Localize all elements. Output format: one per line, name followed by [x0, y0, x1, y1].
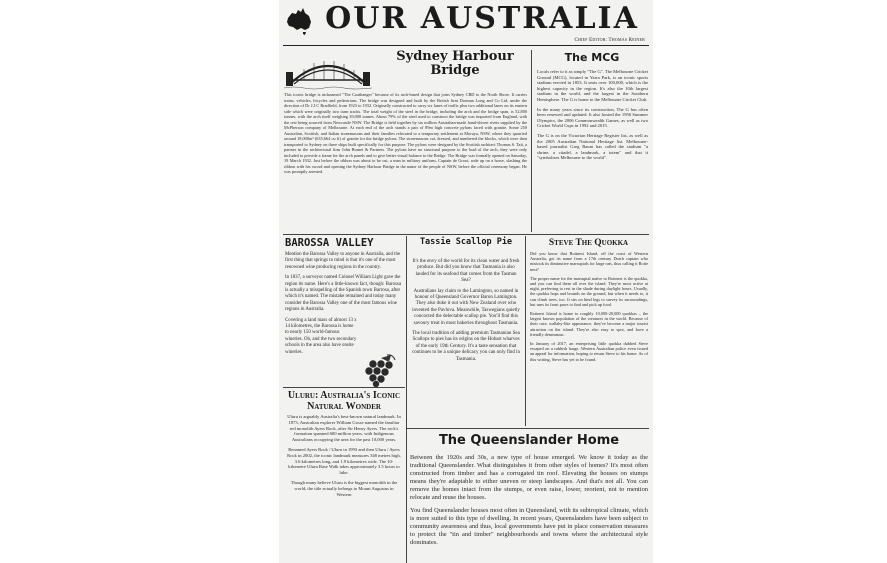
uluru-paragraph: Uluru is arguably Australia's best-known natural landmark. In 1873, Australian explorer William Gosse named the familiar red monolith Ayers Rock, after Sir Henry Ayers. The rock's formation spanned 600 million years, with Indigenous Australians occupying the area for the past 10,000 years. — [287, 414, 401, 443]
barossa-headline: BAROSSA VALLEY — [285, 237, 374, 249]
scallop-pie-paragraph: The local tradition of adding premium Tasmanian Sea Scallops to pies has its origins on the Hobart wharves of the early 19th Century. It's a taste sensation that continues to be a unique delicacy you can only find in Tasmania. — [411, 331, 521, 362]
bridge-paragraph: This iconic bridge is nicknamed "The Coathanger" because of its arch-based design that joins Sydney CBD to the North Shore. It carries trains, vehicles, bicycles and pedestrians. The bridge was designed and built by the British firm Dorman Long and Co Ltd, under the direction of Dr J.J.C Bradfield, from 1923 to 1932. Originally constructed to carry six lanes of traffic plus two additional lanes on its eastern side which were originally two tram tracks. The total weight of the steel in the bridge, including the arch and the bridge span, is 52,800 tonnes, with the arch itself weighing 39,000 tonnes. About 79% of the steel used to construct the bridge was imported from England, with the rest being sourced from Newcastle NSW. The Bridge is held together by six million Australian-made hand-driven rivets supplied by the McPherson company of Melbourne. At each end of the arch stands a pair of 89m high concrete pylons faced with granite. Some 250 Australian, Scottish, and Italian stonemasons and their families relocated to a temporary settlement at Moruya, NSW, where they quarried around 18,000m³ (635,664 cu ft) of granite for the bridge pylons. The stonemasons cut, dressed, and numbered the blocks, which were then transported to Sydney on three ships built specifically for this purpose. The pylons were designed by the Scottish architect Thomas S. Tait, a partner in the architectural firm John Burnet & Partners. The pylons have no structural purpose to the load of the arch, they were only included to provide a frame for the arch panels and to give better visual balance to the Bridge. The Bridge was formally opened on Saturday, 19 March 1932. Just before the ribbon was about to be cut, a man in military uniform, Captain de Groot, rode up on a horse, slashing the ribbon with his sword and opening the Sydney Harbour Bridge in the name of the people of NSW, before the official ceremony began. He was promptly arrested. — [284, 92, 527, 174]
scallop-pie-article-body — [411, 259, 521, 367]
quokka-paragraph: Did you know that Rottnest Island, off the coast of Western Australia, got its name from a 17th century Dutch captain who mistook its diminutive marsupials for large rats, thus calling it Rotte nest? — [530, 251, 648, 272]
quokka-article-body — [530, 251, 648, 366]
mcg-headline: The MCG — [564, 51, 620, 64]
queenslander-paragraph: Between the 1920s and 30s, a new type of house emerged. We know it today as the traditional Queenslander. What distinguishes it from other styles of homes? It's most often constructed from timber and has a corrugated tin roof. Elevating the houses on stumps means they're adaptable to either uneven or steep landscapes. And that's not all. You can remove the homes intact from the stumps, or even raise, lower, reorient, not to mention relocate and reuse the houses. — [410, 454, 648, 501]
quokka-paragraph: Rottnest Island is home to roughly 10,000-20,000 quokkas – the largest known population of the creatures in the world. Because of their cute, wallaby-like appearance, they've become a major tourist attraction on the island. They're also easy to spot, and have a friendly demeanour. — [530, 311, 648, 337]
quokka-headline: Steve The Quokka — [548, 238, 629, 248]
scallop-pie-headline: Tassie Scallop Pie — [419, 237, 513, 247]
newspaper-title: OUR AUSTRALIA — [325, 1, 639, 36]
column-divider — [531, 50, 532, 232]
section-rule — [283, 234, 649, 235]
scallop-pie-paragraph: It's the envy of the world for its clean water and fresh produce. But did you know that Tasmania is also lauded for its seafood that comes from the Tasman Sea? — [412, 259, 520, 284]
bridge-headline: Sydney Harbour Bridge — [396, 49, 514, 78]
mcg-article-body — [537, 69, 648, 165]
masthead — [279, 0, 653, 42]
barossa-article-body — [285, 252, 403, 360]
uluru-paragraph: Though many believe Uluru is the biggest monolith in the world, the title actually belongs to Mount Augustus in Western — [290, 479, 398, 497]
scallop-pie-paragraph: Australians lay claim to the Lamington, so named in honour of Queensland Governor Baron Lamington. They also duke it out with New Zealand over who invented the Pavlova. Meanwhile, Taswegians quietly concocted the delectable scallop pie. You'll find this savoury treat in most bakeries throughout Tasmania. — [412, 288, 520, 326]
queenslander-paragraph: You find Queenslander houses most often in Queensland, with its subtropical climate, which is more suited to this type of dwelling. In recent years, Queenslanders have been subject to community awareness and thus, local governments have put in place conservation measures to protect the "tin and timber" neighbourhoods and towns where the architectural style dominates. — [410, 507, 648, 546]
queenslander-headline: The Queenslander Home — [438, 433, 620, 448]
uluru-paragraph: Renamed Ayers Rock / Uluru in 1993 and then Uluru / Ayers Rock in 2002, the iconic landmark measures 348 metres high, 3.6 kilometres long, and 1.9 kilometres wide. The 10-kilometre Uluru Base Walk takes approximately 3.5 hours to hike. — [287, 446, 401, 476]
uluru-article-body — [287, 414, 401, 501]
barossa-paragraph: Covering a land mass of almost 13 x 14 kilometres, the Barossa is home to nearly 150 world-famous wineries. Oh, and the two secondary schools in the area also have onsite wineries. — [285, 317, 357, 355]
column-divider — [406, 236, 407, 563]
quokka-paragraph: The proper name for the marsupial native to Rottnest is the quokka, and you can find them all over the island. They're most active at night, preferring to rest in the shade during daylight hours. Usually, the quokka hops and bounds on the ground, but when it needs to, it can climb trees, too. It sits on hind legs to survey its surroundings, but uses its front paws to find and pick up food. — [530, 275, 648, 307]
harbour-bridge-illustration — [284, 50, 372, 94]
australia-map-icon — [284, 4, 314, 36]
grapes-illustration — [361, 352, 399, 388]
mcg-paragraph: The G is on the Victorian Heritage Register list, as well as the 2005 Australian National Heritage list. Melbourne-based journalist Greg Baum has called the stadium "a shrine, a citadel, a landmark, a totem" and that it "symbolises Melbourne to the world". — [537, 132, 648, 161]
chief-editor-credit: Chief Editor: Thomas Reiner — [574, 38, 645, 43]
bridge-article-body — [284, 92, 527, 179]
barossa-paragraph: In 1837, a surveyor named Colonel William Light gave the region its name. Here's a little-known fact, though: Barossa is actually a misspelling of the Spanish town Barrosa, after which it's named. The mistake remained and today many consider the Barossa Valley one of the most famous wine regions in Australia. — [285, 275, 402, 313]
barossa-paragraph: Mention the Barossa Valley to anyone in Australia, and the first thing that springs to mind is that it's one of the most renowned wine producing regions in the country. — [285, 252, 401, 270]
newspaper-page — [279, 0, 653, 563]
section-rule — [283, 387, 405, 388]
mcg-paragraph: In the many years since its construction, The G has often been renewed and updated. It also hosted the 1956 Summer Olympics, the 2006 Commonwealth Games, as well as two Cricket World Cups in 1992 and 2015. — [537, 106, 648, 129]
masthead-rule — [283, 45, 649, 46]
uluru-headline: Uluru: Australia's Iconic Natural Wonder — [287, 390, 401, 412]
mcg-paragraph: Locals refer to it as simply "The G". The Melbourne Cricket Ground (MCG), located in Yarra Park, is an iconic sports stadium erected in 1853. It seats over 100,000, which is the highest capacity in the region. It's also the 10th largest stadium in the world, and the largest in the Southern Hemisphere. The G is home to the Melbourne Cricket Club. — [537, 69, 648, 102]
quokka-paragraph: In January of 2017, an enterprising little quokka dubbed Steve escaped on a rubbish barge. Western Australian police even issued an appeal for information, hoping to return Steve to his home. As of this writing, Steve has yet to be found. — [530, 341, 648, 362]
column-divider — [525, 236, 526, 426]
section-rule — [407, 428, 649, 429]
queenslander-article-body — [410, 454, 648, 552]
